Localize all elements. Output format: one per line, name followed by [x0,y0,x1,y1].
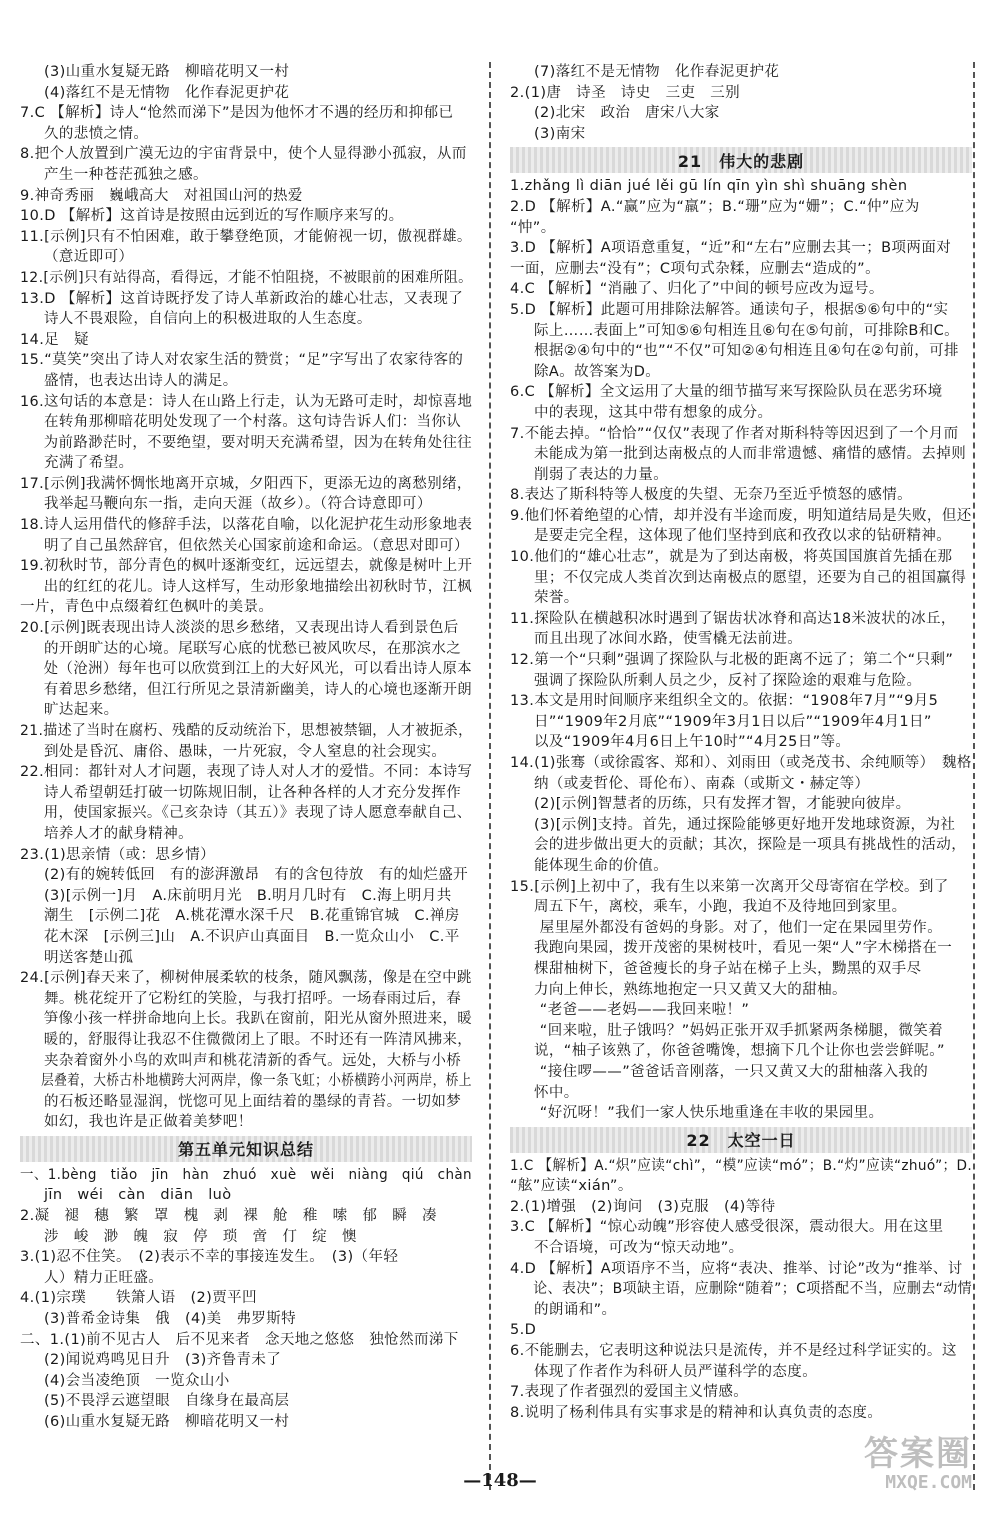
answer-line: 处（沧洲）每年也可以欣赏到江上的大好风光，可以看出诗人原本 [43,661,473,678]
answer-line: 8.说明了杨利伟具有实事求是的精神和认真负责的态度。 [510,1404,883,1421]
answer-line: 15.[示例]上初中了，我有生以来第一次离开父母寄宿在学校。到了 [510,878,949,895]
answer-line: 未能成为第一批到达南极点的人而非常遗憾、痛惜的感情。去掉则 [534,446,967,463]
answer-line: 诗人希望朝廷打破一切陈规旧制，让各种各样的人才充分发挥作 [44,784,462,801]
answer-line: 6.C 【解析】全文运用了大量的细节描写来写探险队员在恶劣环境 [510,384,943,401]
answer-line: 怀中。 [534,1084,579,1101]
answer-line: 18.诗人运用借代的修辞手法，以落花自喻，以化泥护花生动形象地表 [20,517,473,534]
answer-line: 用，使国家振兴。《己亥杂诗（其五）》表现了诗人愿意奉献自己、 [43,805,472,822]
answer-line: 产生一种苍茫孤独之感。 [44,166,208,183]
answer-line: 盛情，也表达出诗人的满足。 [44,372,238,389]
answer-line: 3.(1)忍不住笑。 (2)表示不幸的事接连发生。 (3)（年轻 [20,1249,399,1266]
answer-line: “回来啦，肚子饿吗？”妈妈正张开双手抓紧两条梯腿，微笑着 [510,1022,944,1039]
answer-line: 16.这句话的本意是：诗人在山路上行走，认为无路可走时，却惊喜地 [20,393,473,410]
answer-line: 诗人不畏艰险，自信向上的积极进取的人生态度。 [44,311,372,328]
answer-line: 17.[示例]我满怀惆怅地离开京城，夕阳西下，更添无边的离愁别绪， [20,475,472,492]
answer-line: 旷达起来。 [44,702,119,719]
answer-line: 花木深 [示例三]山 A.不识庐山真面目 B.一览众山小 C.平 [44,928,460,945]
answer-line: (3)普希金诗集 俄 (4)美 弗罗斯特 [44,1311,297,1328]
answer-line: (4)会当凌绝顶 一览众山小 [44,1372,230,1389]
answer-line: 潮生 [示例二]花 A.桃花潭水深千尺 B.花重锦官城 C.禅房 [44,908,460,925]
answer-line: 二、1.(1)前不见古人 后不见来者 念天地之悠悠 独怆然而涕下 [20,1331,459,1348]
answer-line: 11.[示例]只有不怕困难，敢于攀登绝顶，才能俯视一切，傲视群雄。 [20,228,472,245]
right-answers-block [510,62,972,144]
answer-line: 的朗诵和”。 [534,1301,617,1318]
answer-line: 荣誉。 [534,590,579,607]
answer-line: 2.凝 褪 穗 繁 罩 槐 剥 裸 舱 稚 嗦 郁 瞬 凑 [20,1208,437,1225]
answer-line: 22.相同：都针对人才问题，表现了诗人对人才的爱惜。不同：本诗写 [20,764,473,781]
watermark-logo [782,1426,982,1506]
answer-line: “舷”应读“xián”。 [510,1178,633,1195]
watermark-text: 答案圈 [864,1434,972,1474]
answer-line: 一面，应删去“没有”；C项句式杂糅，应删去“造成的”。 [510,260,880,277]
answer-line: 论、表决”；B项缺主语，应删除“随着”；C项搭配不当，应删去“动情 [533,1281,973,1298]
answer-line: 20.[示例]既表现出诗人淡淡的思乡愁绪，又表现出诗人看到景色后 [20,620,459,637]
answer-line: (3)山重水复疑无路 柳暗花明又一村 [44,64,290,80]
answer-line: 的石板还略显湿润，恍惚可见上面结着的墨绿的青苔。一切如梦 [44,1093,462,1110]
right-column [510,62,972,1423]
answer-line: “接住啰——”爸爸话音刚落，一只又黄又大的甜柚落入我的 [510,1063,929,1080]
answer-line: 14.(1)张骞（或徐霞客、郑和）、刘雨田（或尧茂书、余纯顺等） 魏格 [510,755,972,771]
answer-line: 削弱了表达的力量。 [534,466,669,483]
answer-line: 棵甜柚树下，爸爸瘦长的身子站在梯子上头，黝黑的双手尽 [534,960,922,977]
answer-line: 是要走完全程，这体现了他们坚持到底和孜孜以求的钻研精神。 [534,528,952,545]
answer-line: 12.第一个“只剩”强调了探险队与北极的距离不远了；第二个“只剩” [510,652,954,669]
answer-line: (7)落红不是无情物 化作春泥更护花 [534,64,780,80]
answer-line: 2.(1)增强 (2)询问 (3)克服 (4)等待 [510,1198,776,1215]
answer-line: 到处是昏沉、庸俗、愚昧，一片死寂，令人窒息的社会现实。 [44,743,447,760]
answer-line: 周五下午，离校，乘车，小跑，我迫不及待地回到家里。 [534,899,907,916]
answer-line: (5)不畏浮云遮望眼 自缘身在最高层 [44,1393,290,1410]
left-answers-block [20,62,472,1133]
answer-line: 不合语境，可改为“惊天动地”。 [534,1240,744,1257]
answer-line: 屋里屋外都没有爸妈的身影。对了，他们一定在果园里劳作。 [510,919,943,936]
section-title: 21 伟大的悲剧 [677,151,805,171]
answer-line: 层叠着，大桥古朴地横跨大河两岸，像一条飞虹；小桥横跨小河两岸，桥上 [41,1073,472,1090]
lesson21-answers-block [510,176,972,1123]
answer-line: 2.(1)唐 诗圣 诗史 三吏 三别 [510,84,741,101]
answer-line: 以及“1909年4月6日上午10时”“4月25日”等。 [534,734,851,751]
answer-line: jīn wéi càn diān luò [44,1187,232,1204]
left-column [20,62,472,1433]
answer-line: 5.D [510,1322,537,1339]
answer-line: 10.D 【解析】这首诗是按照由远到近的写作顺序来写的。 [20,208,404,225]
answer-line: 9.他们怀着绝望的心情，却并没有半途而废，明知道结局是失败，但还 [510,507,972,524]
answer-line: 舞。桃花绽开了它粉红的笑脸，与我打招呼。一场春雨过后，春 [44,990,462,1007]
answer-line: (3)[示例一]月 A.床前明月光 B.明月几时有 C.海上明月共 [44,887,452,904]
answer-line: 一、1.bèng tiǎo jīn hàn zhuó xuè wěi niàng qiú chàn [20,1166,472,1183]
answer-line: 2.D 【解析】A.“赢”应为“羸”；B.“珊”应为“姗”；C.“仲”应为 [510,198,920,215]
answer-line: 的开朗旷达的心境。尾联写心底的忧愁已被风吹尽，在那滨水之 [44,640,462,657]
right-edge-divider [973,62,975,1490]
answer-line: 12.[示例]只有站得高，看得远，才能不怕阻挠，不被眼前的困难所阻。 [20,269,473,286]
answer-line: 明送客楚山孤 [44,949,134,966]
answer-line: (2)有的婉转低回 有的澎湃激昂 有的含包待放 有的灿烂盛开 [44,867,469,884]
answer-line: 24.[示例]春天来了，柳树伸展柔软的枝条，随风飘荡，像是在空中跳 [20,970,472,987]
unit5-summary-block [20,1165,472,1433]
answer-line: 7.表现了作者强烈的爱国主义情感。 [510,1384,749,1401]
answer-line: 7.不能去掉。“恰恰”“仅仅”表现了作者对斯科特等因迟到了一个月而 [510,425,959,442]
answer-line: 8.表达了斯科特等人极度的失望、无奈乃至近乎愤怒的感情。 [510,487,913,504]
answer-line: 19.初秋时节，部分青色的枫叶逐渐变红，远远望去，就像是树叶上开 [20,558,473,575]
answer-line: 根据②④句中的“也”“不仅”可知②④句相连且④句在②句前，可排 [534,343,959,360]
answer-line: (6)山重水复疑无路 柳暗花明又一村 [44,1414,290,1430]
answer-line: 11.探险队在横越积冰时遇到了锯齿状冰脊和高达18米波状的冰丘， [510,610,956,627]
answer-line: 明了自己虽然辞官，但依然关心国家前途和命运。（意思对即可） [44,537,469,554]
answer-line: 笋像小孩一样拼命地向上长。我趴在窗前，阳光从窗外照进来，暖 [43,1011,473,1028]
answer-line: (2)北宋 政治 唐宋八大家 [534,105,720,122]
watermark-url: MXQE.COM [885,1472,972,1493]
answer-line: 强调了探险队所剩人员之少，反衬了探险途的艰难与危险。 [534,672,922,689]
answer-line: 13.本文是用时间顺序来组织全文的。依据：“1908年7月”“9月5 [510,693,939,710]
answer-line: 10.他们的“雄心壮志”，就是为了到达南极，将英国国旗首先插在那 [510,549,953,566]
column-divider [489,62,491,1490]
answer-line: 暖的，舒服得让我忍不住微微闭上了眼。不时还有一阵清风拂来， [43,1031,473,1048]
answer-line: 我跑向果园，拨开茂密的果树枝叶，看见一架“人”字木梯搭在一 [534,940,953,957]
answer-line: 23.(1)思亲情（或：思乡情） [20,846,215,863]
answer-line: 3.C 【解析】“惊心动魄”形容使人感受很深，震动很大。用在这里 [510,1219,944,1236]
answer-line: 夹杂着窗外小鸟的欢叫声和桃花清新的香气。远处，大桥与小桥 [44,1052,462,1069]
answer-line: 1.C 【解析】A.“炽”应读“chì”，“模”应读“mó”；B.“灼”应读“zhuó”；D. [510,1157,973,1174]
answer-line: 有着思乡愁绪，但江行所见之景清新幽美，诗人的心境也逐渐开朗 [43,681,473,698]
answer-line: (2)[示例]智慧者的历练，只有发挥才智，才能驶向彼岸。 [534,796,911,813]
answer-line: 21.描述了当时在腐朽、残酷的反动统治下，思想被禁锢，人才被扼杀， [20,723,473,739]
answer-line: 一片，青色中点缀着红色枫叶的美景。 [20,599,274,616]
answer-line: 5.D 【解析】此题可用排除法解答。通读句子，根据⑤⑥句中的“实 [510,301,949,318]
answer-line: 而且出现了冰间水路，使雪橇无法前进。 [534,631,803,648]
answer-line: (4)落红不是无情物 化作春泥更护花 [44,84,290,101]
section-title: 第五单元知识总结 [177,1140,314,1160]
answer-line: (3)[示例]支持。首先，通过探险能够更好地开发地球资源，为社 [534,816,956,833]
answer-line: 7.C 【解析】诗人“怆然而涕下”是因为他怀才不遇的经历和抑郁已 [20,105,454,122]
section-header-lesson22 [510,1127,972,1153]
answer-line: 1.zhǎng lì diān jué lěi gū lín qīn yìn shì shuāng shèn [510,178,908,195]
answer-line: 会的进步做出更大的贡献；其次，探险是一项具有挑战性的活动， [534,837,967,854]
answer-line: (2)闻说鸡鸣见日升 (3)齐鲁青未了 [44,1352,282,1369]
answer-line: 里；不仅完成人类首次到达南极点的愿望，还要为自己的祖国赢得 [534,569,967,586]
answer-line: 我举起马鞭向东一指，走向天涯（故乡）。（符合诗意即可） [44,496,432,513]
answer-line: 体现了作者作为科研人员严谨科学的态度。 [534,1363,818,1380]
answer-line: 6.不能删去，它表明这种说法只是流传，并不是经过科学证实的。这 [510,1343,957,1360]
section-header-unit5 [20,1136,472,1162]
answer-line: 4.D 【解析】A项语序不当，应将“表决、推举、讨论”改为“推举、讨 [510,1260,963,1277]
answer-line: 中的表现，这其中带有想象的成分。 [534,404,773,421]
answer-line: 除A。故答案为D。 [534,363,661,380]
answer-line: 力向上伸长，熟练地抱定一只又黄又大的甜柚。 [534,981,847,998]
answer-line: 培养人才的献身精神。 [44,825,193,842]
answer-line: (3)南宋 [534,125,586,142]
answer-line: 久的悲愤之情。 [44,125,149,142]
answer-line: 为前路渺茫时，不要绝望，要对明天充满希望，因为在转角处往往 [43,434,473,451]
answer-line: 在转角那柳暗花明处发现了一个村落。这句诗告诉人们：当你认 [44,414,462,431]
answer-line: “忡”。 [510,219,556,236]
answer-line: 13.D 【解析】这首诗既抒发了诗人革新政治的雄心壮志，又表现了 [20,290,464,307]
answer-line: 14.足 疑 [20,331,89,348]
answer-line: 能体现生命的价值。 [534,857,669,874]
answer-line: 15.“莫笑”突出了诗人对农家生活的赞赏；“足”字写出了农家待客的 [20,352,464,369]
lesson22-answers-block [510,1156,972,1424]
answer-line: 说，“柚子该熟了，你爸爸嘴馋，想摘下几个让你也尝尝鲜呢。” [534,1043,945,1060]
answer-line: 纳（或麦哲伦、哥伦布）、南森（或斯文・赫定等） [534,775,870,792]
answer-line: 人）精力正旺盛。 [44,1269,164,1286]
section-header-lesson21 [510,147,972,173]
answer-line: “老爸——老妈——我回来啦！” [510,1002,750,1019]
answer-line: 4.C 【解析】“消融了、归化了”中间的顿号应改为逗号。 [510,281,884,298]
answer-line: 8.把个人放置到广漠无边的宇宙背景中，使个人显得渺小孤寂，从而 [20,146,467,163]
answer-line: （意近即可） [44,249,134,266]
answer-line: 出的红红的花儿。诗人这样写，生动形象地描绘出初秋时节，江枫 [43,578,473,595]
answer-line: 4.(1)宗璞 铁箫人语 (2)贾平凹 [20,1290,257,1307]
answer-line: 9.神奇秀丽 巍峨高大 对祖国山河的热爱 [20,187,303,204]
answer-line: 3.D 【解析】A项语意重复，“近”和“左右”应删去其一；B项两面对 [510,240,952,257]
section-title: 22 太空一日 [686,1131,796,1151]
answer-line: 如幻，我也许是正做着美梦吧！ [44,1114,253,1131]
answer-line: 涉 峻 渺 魄 寂 停 琐 啻 仃 绽 懊 [44,1228,357,1245]
answer-line: 际上……表面上”可知⑤⑥句相连且⑥句在⑤句前，可排除B和C。 [534,322,960,339]
page-number: —148— [463,1470,537,1491]
answer-line: 充满了希望。 [44,455,134,472]
answer-line: 日”“1909年2月底”“1909年3月1日以后”“1909年4月1日” [534,713,932,730]
answer-line: “好沉呀！”我们一家人快乐地重逢在丰收的果园里。 [510,1105,884,1122]
